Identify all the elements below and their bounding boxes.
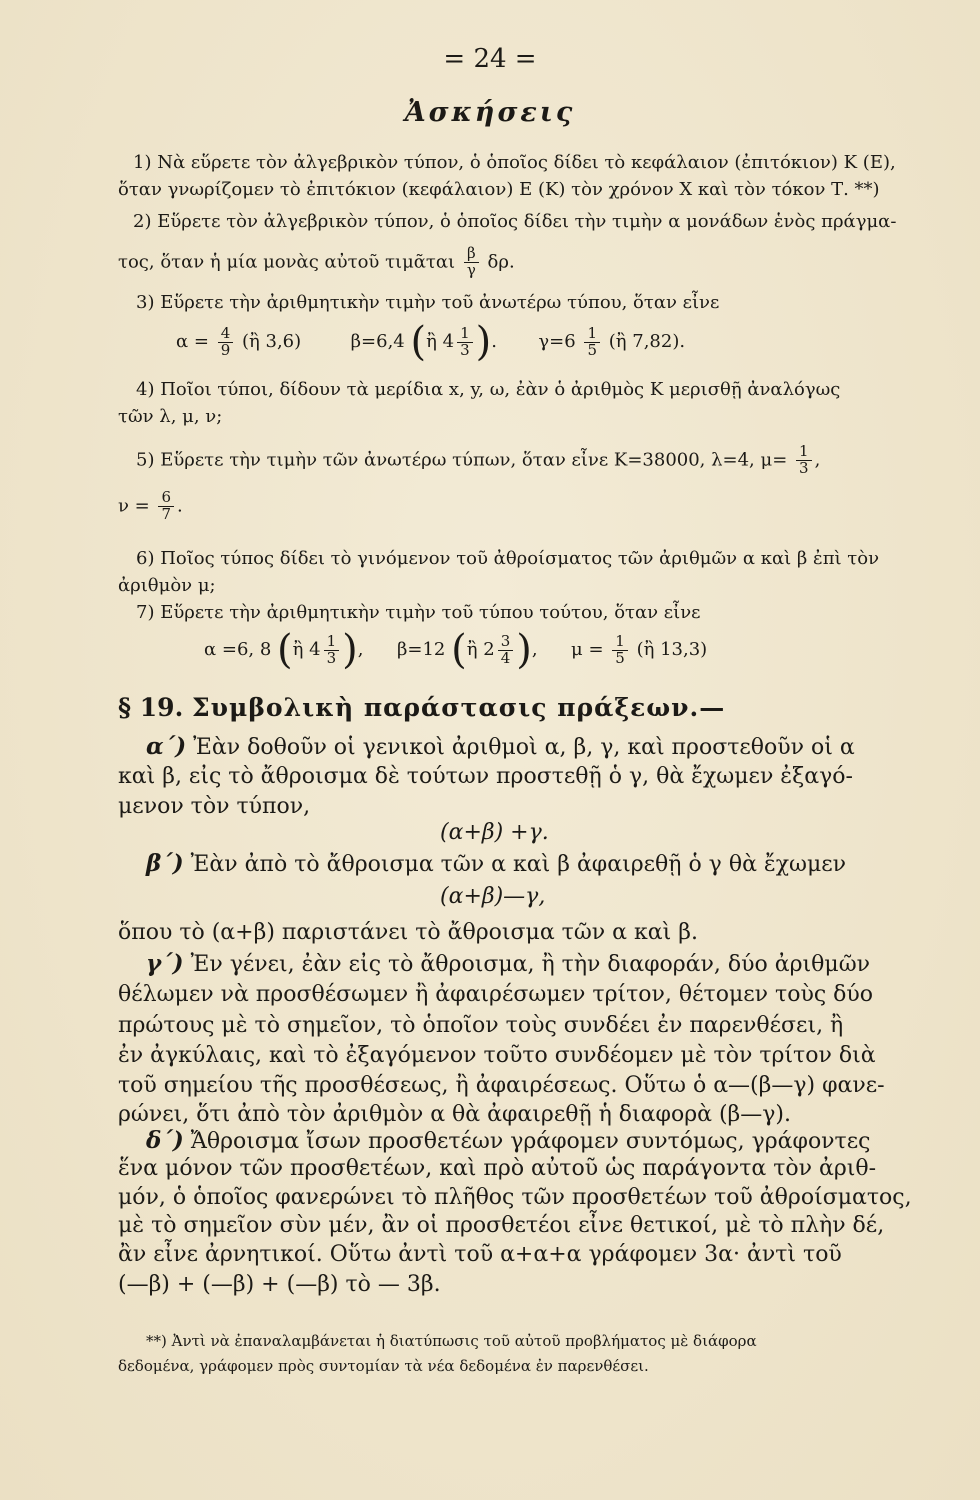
para-b-line-1 bbox=[146, 850, 846, 877]
section-title: Ἀσκήσεις bbox=[404, 97, 576, 128]
para-d-line-5: ἂν εἶνε ἀρνητικοί. Οὕτω ἀντὶ τοῦ α+α+α γράφομεν 3α· ἀντὶ τοῦ bbox=[118, 1242, 842, 1267]
e7-alpha-label: α =6, 8 bbox=[204, 639, 272, 660]
e3-gamma-label: γ=6 bbox=[538, 331, 576, 352]
footnote-line-2: δεδομένα, γράφομεν πρὸς συντομίαν τὰ νέα δεδομένα ἐν παρενθέσει. bbox=[118, 1357, 649, 1375]
para-d-mark: δ΄) bbox=[146, 1127, 184, 1154]
exercise-6-line-2: ἀριθμὸν μ; bbox=[118, 575, 216, 596]
para-a-line-3: μενον τὸν τύπον, bbox=[118, 794, 311, 819]
exercise-2-unit: δρ. bbox=[487, 251, 515, 273]
e5-nu-fraction: $\frac{6}{7}$ bbox=[158, 490, 174, 523]
e7-beta-alt-pre: ἢ 2 bbox=[466, 639, 495, 660]
para-d-line-4: μὲ τὸ σημεῖον σὺν μέν, ἂν οἱ προσθετέοι εἶνε θετικοί, μὲ τὸ πλὴν δέ, bbox=[118, 1213, 885, 1238]
para-a-text-1: Ἐὰν δοθοῦν οἱ γενικοὶ ἀριθμοὶ α, β, γ, καὶ προστεθοῦν οἱ α bbox=[193, 735, 855, 760]
e7-alpha-fraction: $\frac{1}{3}$ bbox=[324, 634, 340, 667]
para-a-formula: (α+β) +γ. bbox=[440, 820, 549, 845]
para-a-line-2: καὶ β, εἰς τὸ ἄθροισμα δὲ τούτων προστεθῇ ὁ γ, θὰ ἔχωμεν ἐξαγό- bbox=[118, 764, 853, 789]
para-b-line-2: ὅπου τὸ (α+β) παριστάνει τὸ ἄθροισμα τῶν α καὶ β. bbox=[118, 920, 698, 945]
exercise-6-line-1: 6) Ποῖος τύπος δίδει τὸ γινόμενον τοῦ ἀθροίσματος τῶν ἀριθμῶν α καὶ β ἐπὶ τὸν bbox=[136, 548, 880, 569]
para-d-line-6: (—β) + (—β) + (—β) τὸ — 3β. bbox=[118, 1272, 441, 1297]
exercise-5-line-1: 5) Εὕρετε τὴν τιμὴν τῶν ἀνωτέρω τύπων, ὅταν εἶνε Κ=38000, λ=4, μ= $\frac{1}{3}$ , bbox=[136, 442, 821, 477]
para-d-line-3: μόν, ὁ ὁποῖος φανερώνει τὸ πλῆθος τῶν προσθετέων τοῦ ἀθροίσματος, bbox=[118, 1185, 912, 1210]
e7-beta-label: β=12 bbox=[396, 639, 446, 660]
para-g-line-5: τοῦ σημείου τῆς προσθέσεως, ἢ ἀφαιρέσεως. Οὕτω ὁ α—(β—γ) φανε- bbox=[118, 1073, 885, 1098]
para-d-line-1 bbox=[146, 1127, 870, 1154]
para-g-line-1 bbox=[146, 950, 870, 977]
e3-alpha-label: α = bbox=[176, 331, 209, 352]
e7-mu-label: μ = bbox=[571, 639, 604, 660]
exercise-1-line-1: 1) Νὰ εὕρετε τὸν ἀλγεβρικὸν τύπον, ὁ ὁποῖος δίδει τὸ κεφάλαιον (ἐπιτόκιον) Κ (Ε), bbox=[133, 152, 896, 173]
para-g-line-3: πρώτους μὲ τὸ σημεῖον, τὸ ὁποῖον τοὺς συνδέει ἐν παρενθέσει, ἢ bbox=[118, 1013, 844, 1038]
page-number: = 24 = bbox=[443, 44, 537, 74]
e3-beta-label: β=6,4 bbox=[350, 331, 405, 352]
e7-mu-alt: (ἢ 13,3) bbox=[636, 639, 708, 660]
para-g-text-1: Ἐν γένει, ἐὰν εἰς τὸ ἄθροισμα, ἢ τὴν διαφοράν, δύο ἀριθμῶν bbox=[190, 952, 871, 977]
e7-alpha-alt-pre: ἢ 4 bbox=[292, 639, 321, 660]
e3-beta-alt-pre: ἢ 4 bbox=[426, 331, 455, 352]
exercise-3-line-1: 3) Εὕρετε τὴν ἀριθμητικὴν τιμὴν τοῦ ἀνωτέρω τύπου, ὅταν εἶνε bbox=[136, 292, 720, 313]
e3-gamma-alt: (ἢ 7,82). bbox=[608, 331, 686, 352]
para-b-text-1: Ἐὰν ἀπὸ τὸ ἄθροισμα τῶν α καὶ β ἀφαιρεθῇ ὁ γ θὰ ἔχωμεν bbox=[190, 852, 847, 877]
exercise-4-line-2: τῶν λ, μ, ν; bbox=[118, 406, 223, 427]
e5-nu-label: ν = bbox=[118, 495, 150, 517]
section-19-title: Συμβολικὴ παράστασις πράξεων.— bbox=[192, 693, 726, 722]
para-g-line-6: ρώνει, ὅτι ἀπὸ τὸν ἀριθμὸν α θὰ ἀφαιρεθῇ ἡ διαφορὰ (β—γ). bbox=[118, 1102, 791, 1127]
para-a-mark: α΄) bbox=[146, 733, 187, 760]
para-d-line-2: ἕνα μόνον τῶν προσθετέων, καὶ πρὸ αὐτοῦ ὡς παράγοντα τὸν ἀριθ- bbox=[118, 1156, 877, 1181]
e3-beta-fraction: $\frac{1}{3}$ bbox=[457, 326, 473, 359]
exercise-4-line-1: 4) Ποῖοι τύποι, δίδουν τὰ μερίδια x, y, ω, ἐὰν ὁ ἀριθμὸς Κ μερισθῇ ἀναλόγως bbox=[136, 379, 841, 400]
para-g-mark: γ΄) bbox=[146, 950, 184, 977]
para-a-line-1 bbox=[146, 733, 855, 760]
e3-alpha-alt: (ἢ 3,6) bbox=[241, 331, 302, 352]
section-19-heading bbox=[118, 693, 725, 722]
para-b-mark: β΄) bbox=[146, 850, 184, 877]
para-g-line-4: ἐν ἀγκύλαις, καὶ τὸ ἐξαγόμενον τοῦτο συνδέομεν μὲ τὸν τρίτον διὰ bbox=[118, 1043, 876, 1068]
para-d-text-1: Ἄθροισμα ἴσων προσθετέων γράφομεν συντόμως, γράφοντες bbox=[190, 1129, 871, 1154]
exercise-2-line-1: 2) Εὕρετε τὸν ἀλγεβρικὸν τύπον, ὁ ὁποῖος δίδει τὴν τιμὴν α μονάδων ἑνὸς πράγμα- bbox=[133, 211, 897, 232]
e3-gamma-fraction: $\frac{1}{5}$ bbox=[584, 326, 600, 359]
exercise-7-line-1: 7) Εὕρετε τὴν ἀριθμητικὴν τιμὴν τοῦ τύπου τούτου, ὅταν εἶνε bbox=[136, 602, 701, 623]
e7-mu-fraction: $\frac{1}{5}$ bbox=[612, 634, 628, 667]
fraction-beta-over-gamma: $\frac{\beta}{\gamma}$ bbox=[464, 246, 479, 279]
exercise-3-values: α = $\frac{4}{9}$ (ἢ 3,6) β=6,4 (ἢ 4 $\frac{1}{3}$ ). γ=6 $\frac{1}{5}$ (ἢ 7,82). bbox=[176, 319, 686, 365]
exercise-7-values: α =6, 8 (ἢ 4 $\frac{1}{3}$ ), β=12 (ἢ 2 $\frac{3}{4}$ ), μ = $\frac{1}{5}$ (ἢ 13,3) bbox=[204, 627, 708, 673]
exercise-2-line-2 bbox=[118, 246, 515, 279]
exercise-1-line-2: ὅταν γνωρίζομεν τὸ ἐπιτόκιον (κεφάλαιον) Ε (Κ) τὸν χρόνον Χ καὶ τὸν τόκον Τ. **) bbox=[118, 179, 880, 200]
footnote-line-1: **) Ἀντὶ νὰ ἐπαναλαμβάνεται ἡ διατύπωσις τοῦ αὐτοῦ προβλήματος μὲ διάφορα bbox=[146, 1332, 757, 1350]
e3-alpha-fraction: $\frac{4}{9}$ bbox=[218, 326, 234, 359]
section-19-number: § 19. bbox=[118, 693, 184, 722]
para-g-line-2: θέλωμεν νὰ προσθέσωμεν ἢ ἀφαιρέσωμεν τρίτον, θέτομεν τοὺς δύο bbox=[118, 982, 873, 1007]
exercise-2-text: τος, ὅταν ἡ μία μονὰς αὐτοῦ τιμᾶται bbox=[118, 251, 456, 273]
exercise-5-text: 5) Εὕρετε τὴν τιμὴν τῶν ἀνωτέρω τύπων, ὅταν εἶνε Κ=38000, λ=4, μ= bbox=[136, 449, 788, 471]
para-b-formula: (α+β)—γ, bbox=[440, 884, 546, 909]
exercise-5-line-2: ν = $\frac{6}{7}$ . bbox=[118, 488, 183, 523]
e5-mu-fraction: $\frac{1}{3}$ bbox=[796, 444, 812, 477]
e7-beta-fraction: $\frac{3}{4}$ bbox=[498, 634, 514, 667]
